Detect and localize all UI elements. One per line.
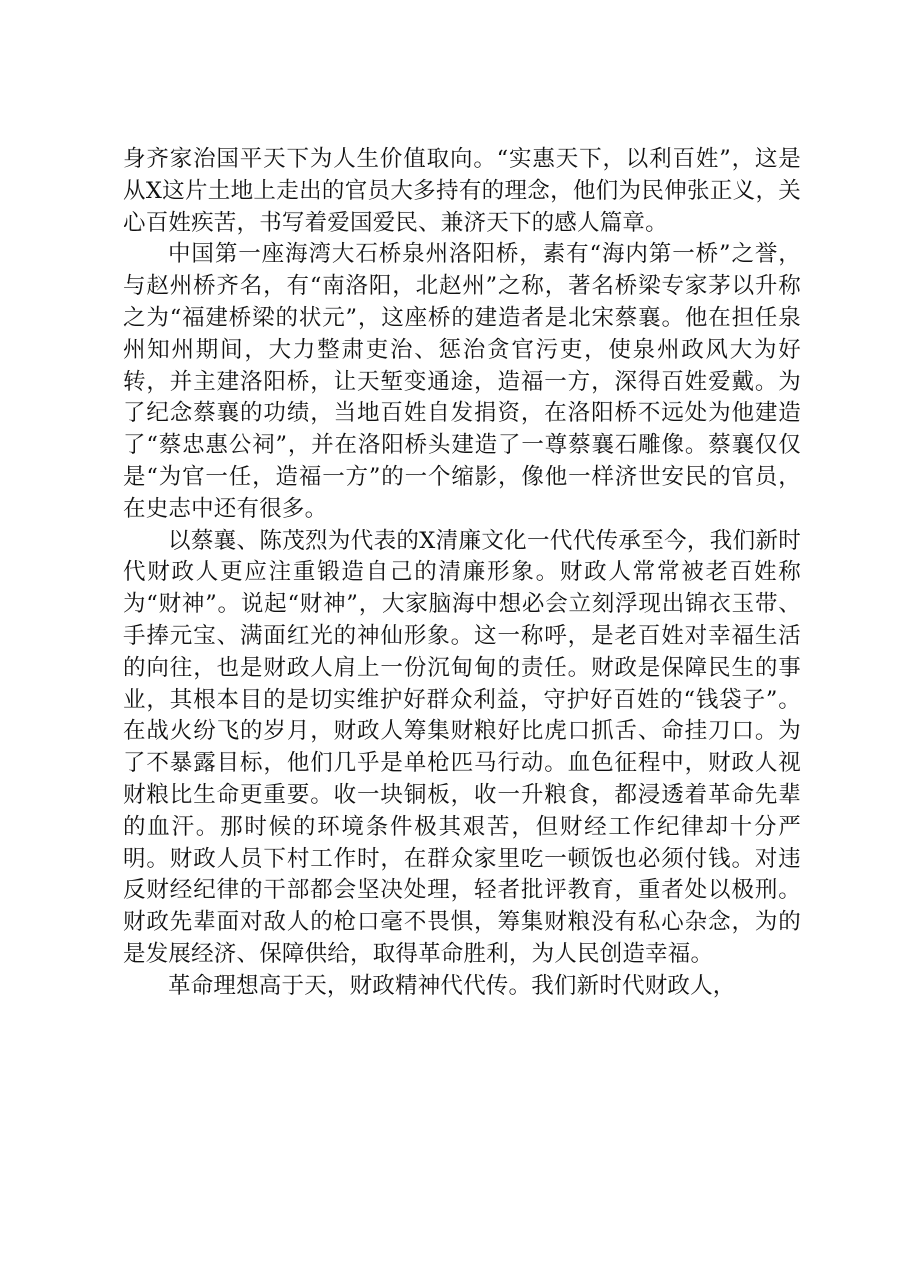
paragraph-luoyang-bridge: 中国第一座海湾大石桥泉州洛阳桥，素有“海内第一桥”之誉，与赵州桥齐名，有“南洛阳，北赵州”之称，著名桥梁专家茅以升称之为“福建桥梁的状元”，这座桥的建造者是北宋蔡襄。他在担任泉州知州期间，大力整肃吏治、惩治贪官污吏，使泉州政风大为好转，并主建洛阳桥，让天堑变通途，造福一方，深得百姓爱戴。为了纪念蔡襄的功绩，当地百姓自发捐资，在洛阳桥不远处为他建造了“蔡忠惠公祠”，并在洛阳桥头建造了一尊蔡襄石雕像。蔡襄仅仅是“为官一任，造福一方”的一个缩影，像他一样济世安民的官员，在史志中还有很多。: [123, 241, 801, 522]
document-page: [123, 144, 801, 1003]
paragraph-revolutionary-ideal: 革命理想高于天，财政精神代代传。我们新时代财政人，: [168, 972, 736, 999]
paragraph-finance-integrity: 以蔡襄、陈茂烈为代表的X清廉文化一代代传承至今，我们新时代财政人更应注重锻造自己的清廉形象。财政人常常被老百姓称为“财神”。说起“财神”，大家脑海中想必会立刻浮现出锦衣玉带、手捧元宝、满面红光的神仙形象。这一称呼，是老百姓对幸福生活的向往，也是财政人肩上一份沉甸甸的责任。财政是保障民生的事业，其根本目的是切实维护好群众利益，守护好百姓的“钱袋子”。在战火纷飞的岁月，财政人筹集财粮好比虎口抓舌、命挂刀口。为了不暴露目标，他们几乎是单枪匹马行动。血色征程中，财政人视财粮比生命更重要。收一块铜板，收一升粮食，都浸透着革命先辈的血汗。那时候的环境条件极其艰苦，但财经工作纪律却十分严明。财政人员下村工作时，在群众家里吃一顿饭也必须付钱。对违反财经纪律的干部都会坚决处理，轻者批评教育，重者处以极刑。财政先辈面对敌人的枪口毫不畏惧，筹集财粮没有私心杂念，为的是发展经济、保障供给，取得革命胜利，为人民创造幸福。: [123, 527, 801, 967]
paragraph-continuation: 身齐家治国平天下为人生价值取向。“实惠天下，以利百姓”，这是从X这片土地上走出的官员大多持有的理念，他们为民伸张正义，关心百姓疾苦，书写着爱国爱民、兼济天下的感人篇章。: [123, 146, 801, 236]
